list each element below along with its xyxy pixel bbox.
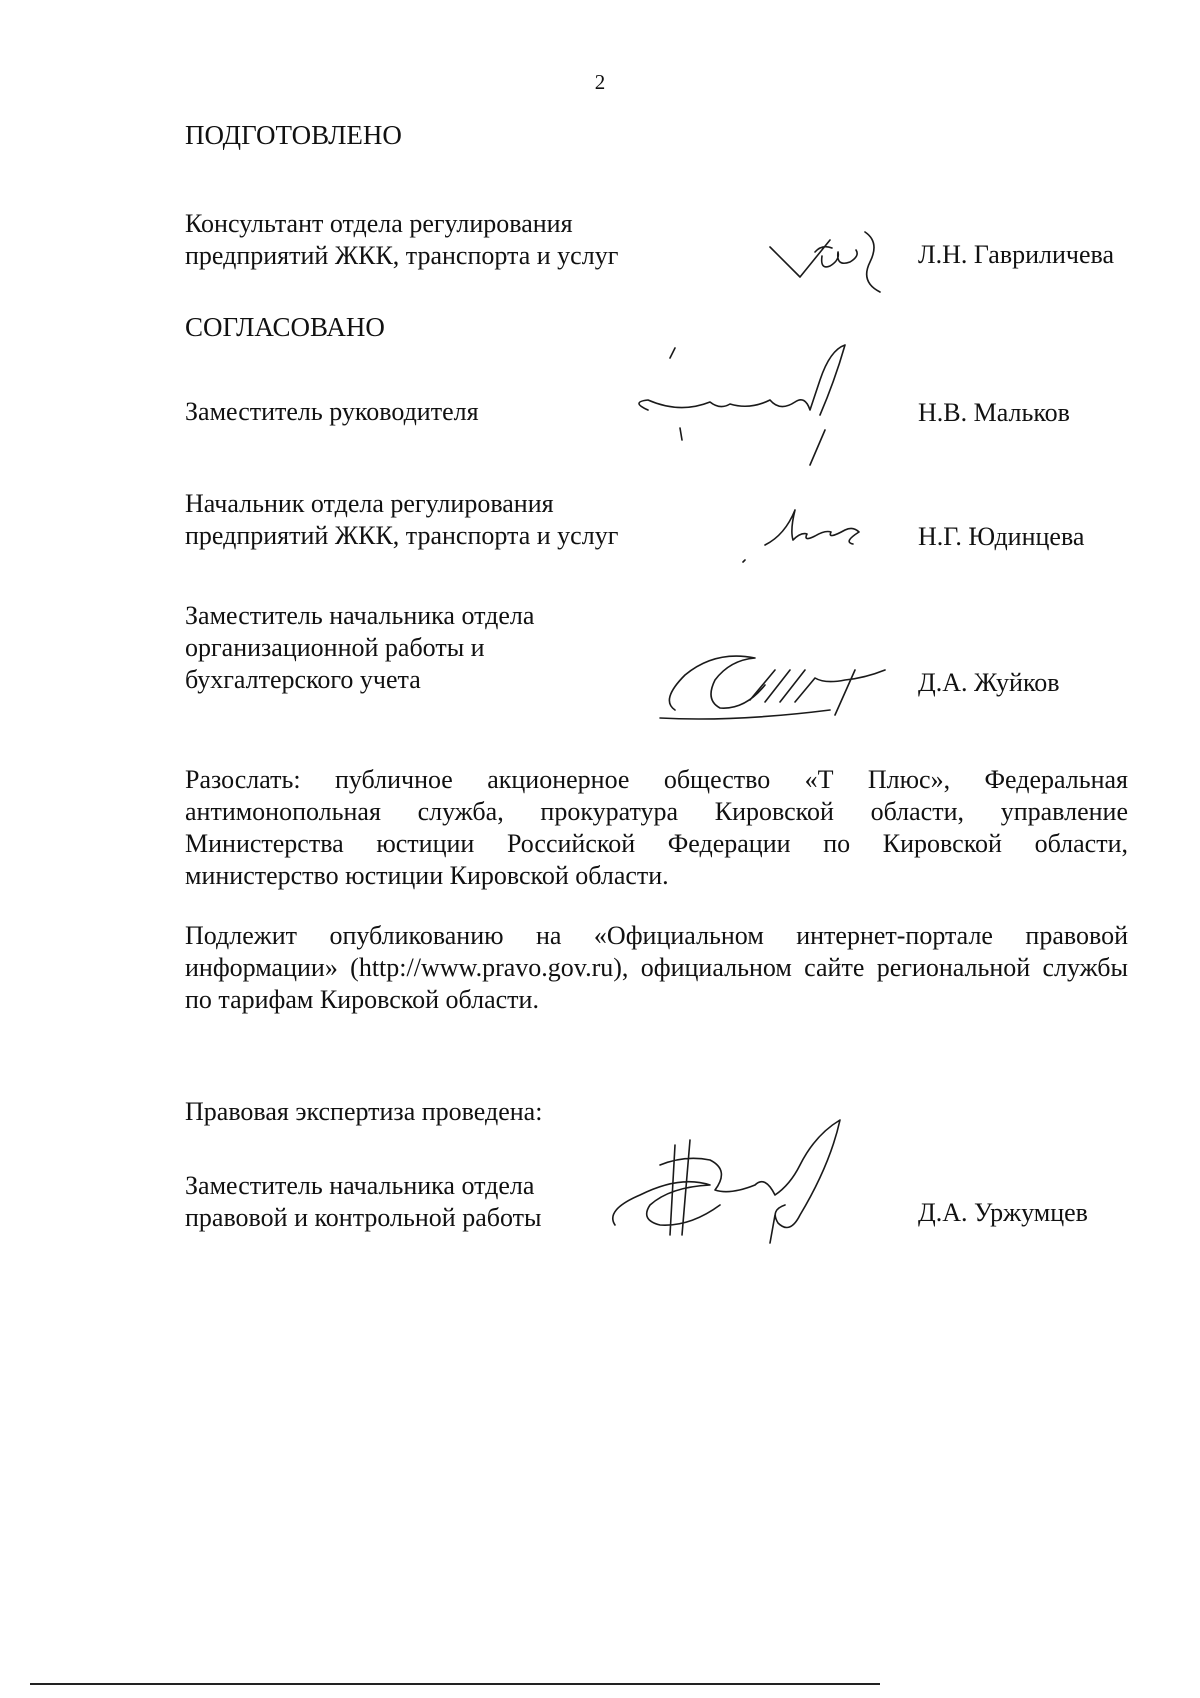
signer-role-malkov: [185, 396, 479, 428]
page-number: 2: [594, 70, 606, 94]
agreed-heading: СОГЛАСОВАНО: [185, 312, 385, 342]
prepared-role: [185, 208, 618, 272]
signature-urzhumtsev: [600, 1115, 900, 1255]
signer-role-yudintseva: [185, 488, 618, 552]
publication-paragraph: Подлежит опубликованию на «Официальном интернет-портале правовой информации» (http://www.pravo.gov.ru), официальном сайте региональной службы по тарифам Кировской области.: [185, 921, 1128, 1014]
role-line: Заместитель начальника отдела: [185, 601, 535, 630]
footer-rule: [30, 1683, 880, 1685]
signer-name-zhuikov: Д.А. Жуйков: [918, 668, 1060, 697]
signature-gavrilicheva: [760, 222, 900, 302]
signature-zhuikov: [655, 640, 905, 730]
legal-review-name: Д.А. Уржумцев: [918, 1198, 1088, 1227]
legal-review-heading: Правовая экспертиза проведена:: [185, 1097, 543, 1126]
signer-name-malkov: Н.В. Мальков: [918, 398, 1070, 427]
role-line: Заместитель руководителя: [185, 397, 479, 426]
prepared-name: Л.Н. Гавриличева: [918, 240, 1115, 269]
signer-name-yudintseva: Н.Г. Юдинцева: [918, 522, 1085, 551]
prepared-heading: ПОДГОТОВЛЕНО: [185, 120, 402, 150]
role-line: бухгалтерского учета: [185, 665, 421, 694]
signature-yudintseva: [735, 500, 865, 570]
role-line: Консультант отдела регулирования: [185, 209, 573, 238]
role-line: организационной работы и: [185, 633, 485, 662]
signature-malkov: [620, 340, 860, 470]
distribution-paragraph: Разослать: публичное акционерное общество «Т Плюс», Федеральная антимонопольная служба, прокуратура Кировской области, управление Министерства юстиции Российской Федерации по Кировской области, министерство юстиции Кировской области.: [185, 765, 1128, 890]
signer-role-zhuikov: [185, 600, 534, 696]
role-line: предприятий ЖКК, транспорта и услуг: [185, 521, 619, 550]
legal-review-role: [185, 1170, 541, 1234]
role-line: предприятий ЖКК, транспорта и услуг: [185, 241, 619, 270]
role-line: правовой и контрольной работы: [185, 1203, 542, 1232]
role-line: Заместитель начальника отдела: [185, 1171, 535, 1200]
role-line: Начальник отдела регулирования: [185, 489, 554, 518]
